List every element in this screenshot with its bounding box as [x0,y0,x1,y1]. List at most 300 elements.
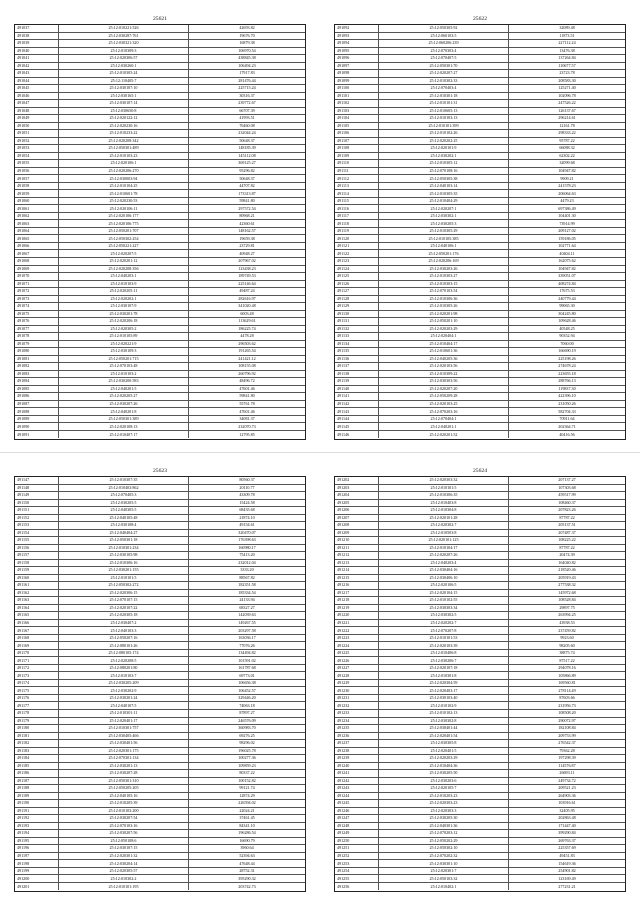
cadastral-number: 25:12:010104:17 [379,545,509,552]
row-number: 491119 [335,228,379,235]
table-row [15,695,305,703]
row-number: 491085 [15,386,59,393]
value-cell: 106494.23 [238,62,256,68]
cadastral-number: 25:12:070103:16 [59,823,189,830]
table-row [335,710,625,718]
cadastral-number: 25:12:030202:1 [379,153,509,160]
row-number: 491145 [335,423,379,430]
value-cell: 107303.68 [558,484,576,490]
cadastral-number: 25:12:050209:28 [379,393,509,400]
cadastral-number: 25:12:020304:59 [379,680,509,687]
cadastral-number: 25:12:030321:320 [59,40,189,47]
row-number: 491161 [15,582,59,589]
cadastral-number: 25:12:070407:5 [379,55,509,62]
table-row [15,363,305,371]
value-cell: 50648.37 [239,175,255,181]
table-row [335,175,625,183]
value-cell: 225146.64 [238,280,256,286]
table-row [15,318,305,326]
table-row [335,725,625,733]
cadastral-number: 25:12:010101:31 [379,100,509,107]
table-row [15,100,305,108]
row-number: 491114 [335,190,379,197]
row-number: 491158 [15,560,59,567]
cadastral-number: 25:12:030401:56 [59,740,189,747]
row-number: 491097 [335,63,379,70]
row-number: 491204 [335,492,379,499]
value-cell: 40548.25 [559,325,575,331]
cadastral-number: 25:12:010306:36 [379,296,509,303]
value-cell: 17675.53 [559,288,575,294]
table-row [335,687,625,695]
value-cell: 99121.74 [239,785,255,791]
table-row [335,672,625,680]
value-cell: 23729.81 [239,243,255,249]
table-row [335,356,625,364]
table-row [335,530,625,538]
table-row [15,485,305,493]
row-number: 491234 [335,718,379,725]
row-number: 491149 [15,492,59,499]
value-cell: 197298.39 [558,755,576,761]
value-cell: 148185.39 [238,145,256,151]
row-number: 491064 [15,228,59,235]
value-cell: 263994.25 [558,612,576,618]
table-row [335,311,625,319]
cadastral-number: 25:12:020403:17 [379,687,509,694]
value-cell: 149267.55 [238,620,256,625]
table-row [335,763,625,771]
row-number: 491199 [15,868,59,875]
cadastral-number: 25:12:020305:57 [59,868,189,875]
cadastral-number: 25:12:020301:7 [379,868,509,875]
value-cell: 329446.20 [238,695,256,701]
value-cell: 106656.38 [238,680,256,686]
cadastral-number: 25:12:020108:13 [59,423,189,430]
row-number: 491133 [335,333,379,340]
value-cell: 98205.60 [559,642,575,648]
cadastral-number: 25:12:030205:209 [59,680,189,687]
value-cell: 15424.58 [239,499,255,505]
value-cell: 264903.36 [558,792,576,798]
value-cell: 260796.92 [238,370,256,376]
cadastral-number: 25:12:010404:29 [379,198,509,205]
table-row [335,770,625,778]
row-number: 491255 [335,875,379,882]
row-number: 491137 [335,363,379,370]
table-row [15,378,305,386]
cadastral-number: 25:12:030405:466 [59,733,189,740]
cadastral-number: 25:12:030260:1 [59,63,189,70]
cadastral-number: 25:12:040107:5 [59,702,189,709]
value-cell: 134494.82 [238,650,256,656]
table-row [335,665,625,673]
value-cell: 320470.07 [238,529,256,535]
table-row [15,702,305,710]
value-cell: 49487.24 [239,288,255,294]
value-cell: 182351.58 [238,582,256,588]
row-number: 491037 [15,25,59,32]
value-cell: 108155.08 [238,363,256,369]
value-cell: 205919.43 [558,574,576,580]
row-number: 491126 [335,281,379,288]
value-cell: 24133.94 [239,597,255,603]
table-row [335,657,625,665]
table-row [15,63,305,71]
row-number: 491214 [335,567,379,574]
cadastral-number: 25:12:070203:16 [379,408,509,415]
table-row [335,93,625,101]
cadastral-number: 25:12:020404:1 [379,333,509,340]
table-row [335,620,625,628]
row-number: 491235 [335,725,379,732]
cadastral-number: 25:12:040201:1 [379,423,509,430]
value-cell: 104947.82 [558,265,576,271]
row-number: 491143 [335,408,379,415]
cadastral-number: 25:12:010101:399 [379,123,509,130]
value-cell: 77076.26 [239,642,255,648]
cadastral-number: 25:12:010301:8 [379,672,509,679]
row-number: 491065 [15,235,59,242]
cadastral-number: 25:12:030207:26 [59,401,189,408]
value-cell: 49154.61 [239,522,255,528]
cadastral-number: 25:12:010306:35 [379,492,509,499]
cadastral-number: 25:12:030201:155 [59,567,189,574]
row-number: 491089 [15,416,59,423]
cadastral-number: 25:12:030200:583 [59,378,189,385]
cadastral-number: 25:12:010102:26 [379,130,509,137]
table-row [15,175,305,183]
value-cell: 360983.70 [238,725,256,731]
cadastral-number: 25:12:020306:15 [59,590,189,597]
table-row [15,838,305,846]
row-number: 491182 [15,740,59,747]
row-number: 491174 [15,680,59,687]
table-row [335,123,625,131]
table-row [335,190,625,198]
cadastral-number: 25:12:010104:25 [59,183,189,190]
row-number: 491192 [15,815,59,822]
cadastral-number: 25:12:010309:3 [59,48,189,55]
table-row [15,793,305,801]
cadastral-number: 25:12:020301:32 [59,853,189,860]
table-row [15,800,305,808]
cadastral-number: 25:12:010205:39 [59,800,189,807]
cadastral-number: 25:12:010305:24 [59,70,189,77]
value-cell: 43309.78 [239,492,255,498]
value-cell: 126137.67 [558,107,576,113]
value-cell: 29897.75 [559,604,575,610]
table-row [335,552,625,560]
table-row [15,860,305,868]
value-cell: 232012.04 [238,559,256,565]
cadastral-number: 25:12:050302:272 [59,582,189,589]
value-cell: 269763.37 [558,837,576,843]
cadastral-number: 25:12:020305:2 [59,326,189,333]
row-number: 491043 [15,70,59,77]
value-cell: 44707.82 [239,183,255,189]
table-row [15,477,305,485]
cadastral-number: 25:12:010301:757 [59,725,189,732]
table-row [335,386,625,394]
value-cell: 240779.44 [558,295,576,301]
table-row [15,530,305,538]
table-row [15,635,305,643]
table-row [15,311,305,319]
table-row [335,40,625,48]
row-number: 491168 [15,635,59,642]
cadastral-number: 25:12:020401:5 [379,748,509,755]
cadastral-number: 25:12:030406:10 [379,575,509,582]
cadastral-number: 25:12:070303:4 [379,48,509,55]
value-cell: 164040.82 [558,559,576,565]
cadastral-number: 25:12:020101:28 [379,515,509,522]
table-row [15,733,305,741]
row-number: 491172 [15,665,59,672]
value-cell: 48496.72 [239,378,255,384]
row-number: 491242 [335,778,379,785]
table-row [15,138,305,146]
row-number: 491066 [15,243,59,250]
row-number: 491111 [335,168,379,175]
row-number: 491190 [15,800,59,807]
table-row [335,100,625,108]
value-cell: 102096.78 [558,92,576,98]
cadastral-number: 25:12:010305:35 [379,190,509,197]
table-row [15,763,305,771]
value-cell: 223655.18 [558,370,576,376]
cadastral-number: 25:12:030401:44 [379,725,509,732]
value-cell: 438845.38 [238,55,256,61]
value-cell: 145112.08 [238,152,256,158]
value-cell: 20110.77 [239,484,255,490]
value-cell: 103916.61 [558,800,576,806]
row-number: 491081 [15,356,59,363]
cadastral-number: 25:12:010102:13 [379,710,509,717]
table-row [15,393,305,401]
row-number: 491245 [335,800,379,807]
cadastral-number: 25:12:080105:174 [59,650,189,657]
table-row [15,108,305,116]
table-row [15,266,305,274]
row-number: 491173 [15,672,59,679]
row-number: 491213 [335,560,379,567]
value-cell: 28752.31 [239,868,255,874]
table-row [335,868,625,876]
row-number: 491215 [335,575,379,582]
value-cell: 59841.80 [239,393,255,399]
cadastral-number: 25:12:010105:89 [59,333,189,340]
value-cell: 232044.24 [238,130,256,136]
value-cell: 109628.46 [558,318,576,324]
cadastral-number: 25:12:070403:4 [379,85,509,92]
value-cell: 231050.26 [558,400,576,406]
cadastral-number: 25:12:030201:78 [59,311,189,318]
cadastral-number: 25:12:020107:18 [379,665,509,672]
table-row [335,522,625,530]
table-row [335,281,625,289]
row-number: 491225 [335,650,379,657]
table-row [335,266,625,274]
cadastral-number: 25:12:010102:9 [379,702,509,709]
value-cell: 254901.82 [558,868,576,874]
page-number: 25624 [473,468,487,474]
row-number: 491207 [335,515,379,522]
value-cell: 207487.37 [558,529,576,535]
table-row [15,748,305,756]
value-cell: 202863.48 [558,815,576,821]
table-row [335,642,625,650]
row-number: 491147 [15,477,59,484]
table-row [15,740,305,748]
table-row [335,393,625,401]
value-cell: 225715.24 [238,85,256,91]
table-row [335,243,625,251]
table-row [15,537,305,545]
value-cell: 148162.57 [238,228,256,234]
table-row [15,875,305,883]
table-row [15,642,305,650]
row-number: 491070 [15,273,59,280]
value-cell: 304245.80 [558,310,576,316]
table-row [15,770,305,778]
cadastral-number: 25:12:020106:775 [59,220,189,227]
cadastral-number: 25:12:020306:57 [59,55,189,62]
cadastral-number: 25:12:010221:526 [59,25,189,32]
table-row [335,153,625,161]
cadastral-number: 25:12:020104:15 [379,590,509,597]
row-number: 491228 [335,672,379,679]
cadastral-number: 25:12:010103:2 [59,371,189,378]
row-number: 491249 [335,830,379,837]
table-row [335,228,625,236]
value-cell: 47648.44 [239,860,255,866]
value-cell: 4478.28 [240,333,254,339]
row-number: 491181 [15,733,59,740]
cadastral-number: 25:12:030207:56 [59,830,189,837]
table-row [335,33,625,41]
cadastral-number: 25:12:020103:56 [379,363,509,370]
row-number: 491045 [15,85,59,92]
value-cell: 297572.54 [238,205,256,211]
table-row [335,431,625,439]
row-number: 491055 [15,160,59,167]
row-number: 491223 [335,635,379,642]
table-row [15,48,305,56]
cadastral-number: 25:12:040203:1 [59,273,189,280]
table-row [335,378,625,386]
value-cell: 19676.70 [239,32,255,38]
row-number: 491086 [15,393,59,400]
value-cell: 247526.22 [558,100,576,106]
cadastral-number: 25:12:050305:92 [379,25,509,32]
table-row [15,145,305,153]
table-row [335,800,625,808]
table-row [15,40,305,48]
table-row [335,815,625,823]
row-number: 491104 [335,115,379,122]
cadastral-number: 25:12:010304:8 [379,507,509,514]
row-number: 491067 [15,250,59,257]
row-number: 491185 [15,763,59,770]
row-number: 491167 [15,627,59,634]
value-cell: 226594.02 [238,800,256,806]
cadastral-number: 25:12:040203:4 [379,560,509,567]
table-row [15,627,305,635]
table-row [335,507,625,515]
page-top-right [320,0,640,452]
row-number: 491239 [335,755,379,762]
value-cell: 185334.54 [238,589,256,595]
cadastral-number: 25:12:030165:1 [59,93,189,100]
cadastral-number: 25:12:010503:8 [379,530,509,537]
cadastral-number: 25:12:030107:14 [59,100,189,107]
value-cell: 341020.48 [238,303,256,309]
value-cell: 52394.63 [239,852,255,858]
value-cell: 277538.32 [558,582,576,588]
row-number: 491236 [335,733,379,740]
value-cell: 205137.51 [558,522,576,528]
cadastral-number: 25:12:010103:13 [379,115,509,122]
row-number: 491254 [335,868,379,875]
row-number: 491163 [15,597,59,604]
table-row [15,845,305,853]
table-row [335,348,625,356]
table-row [15,416,305,424]
cadastral-number: 25:12:010403:862 [59,485,189,492]
value-cell: 70911.64 [559,416,575,422]
cadastral-number: 25:12:010103:9 [59,281,189,288]
table-row [335,605,625,613]
cadastral-number: 25:12:020301:175 [59,748,189,755]
row-number: 491253 [335,860,379,867]
cadastral-number: 25:12:030201:24 [59,695,189,702]
value-cell: 209127.02 [558,228,576,234]
value-cell: 100152.82 [238,777,256,783]
value-cell: 241578.23 [558,183,576,189]
value-cell: 68327.27 [239,604,255,610]
cadastral-number: 25:12:050301:18 [59,537,189,544]
page-bottom-right [320,453,640,905]
cadastral-number: 25:12:020203:29 [379,755,509,762]
value-cell: 171447.40 [558,822,576,828]
cadastral-number: 25:12:020208:342 [59,138,189,145]
value-cell: 40404.11 [559,250,575,256]
row-number: 491219 [335,605,379,612]
value-cell: 231956.73 [558,702,576,708]
row-number: 491231 [335,695,379,702]
table-row [335,740,625,748]
cadastral-number: 25:12:020201:52 [379,431,509,439]
value-cell: 62302.22 [559,152,575,158]
table-row [335,63,625,71]
page-number: 25622 [473,16,487,22]
cadastral-number: 25:12:020303:3 [379,808,509,815]
table-row [15,243,305,251]
value-cell: 9923.60 [560,635,574,641]
cadastral-number: 25:12:020302:7 [379,522,509,529]
table-row [335,303,625,311]
table-row [335,830,625,838]
data-table [14,24,306,440]
row-number: 491224 [335,642,379,649]
table-row [15,665,305,673]
value-cell: 38875.74 [559,650,575,656]
table-row [15,213,305,221]
table-row [335,70,625,78]
row-number: 491169 [15,642,59,649]
table-row [335,78,625,86]
